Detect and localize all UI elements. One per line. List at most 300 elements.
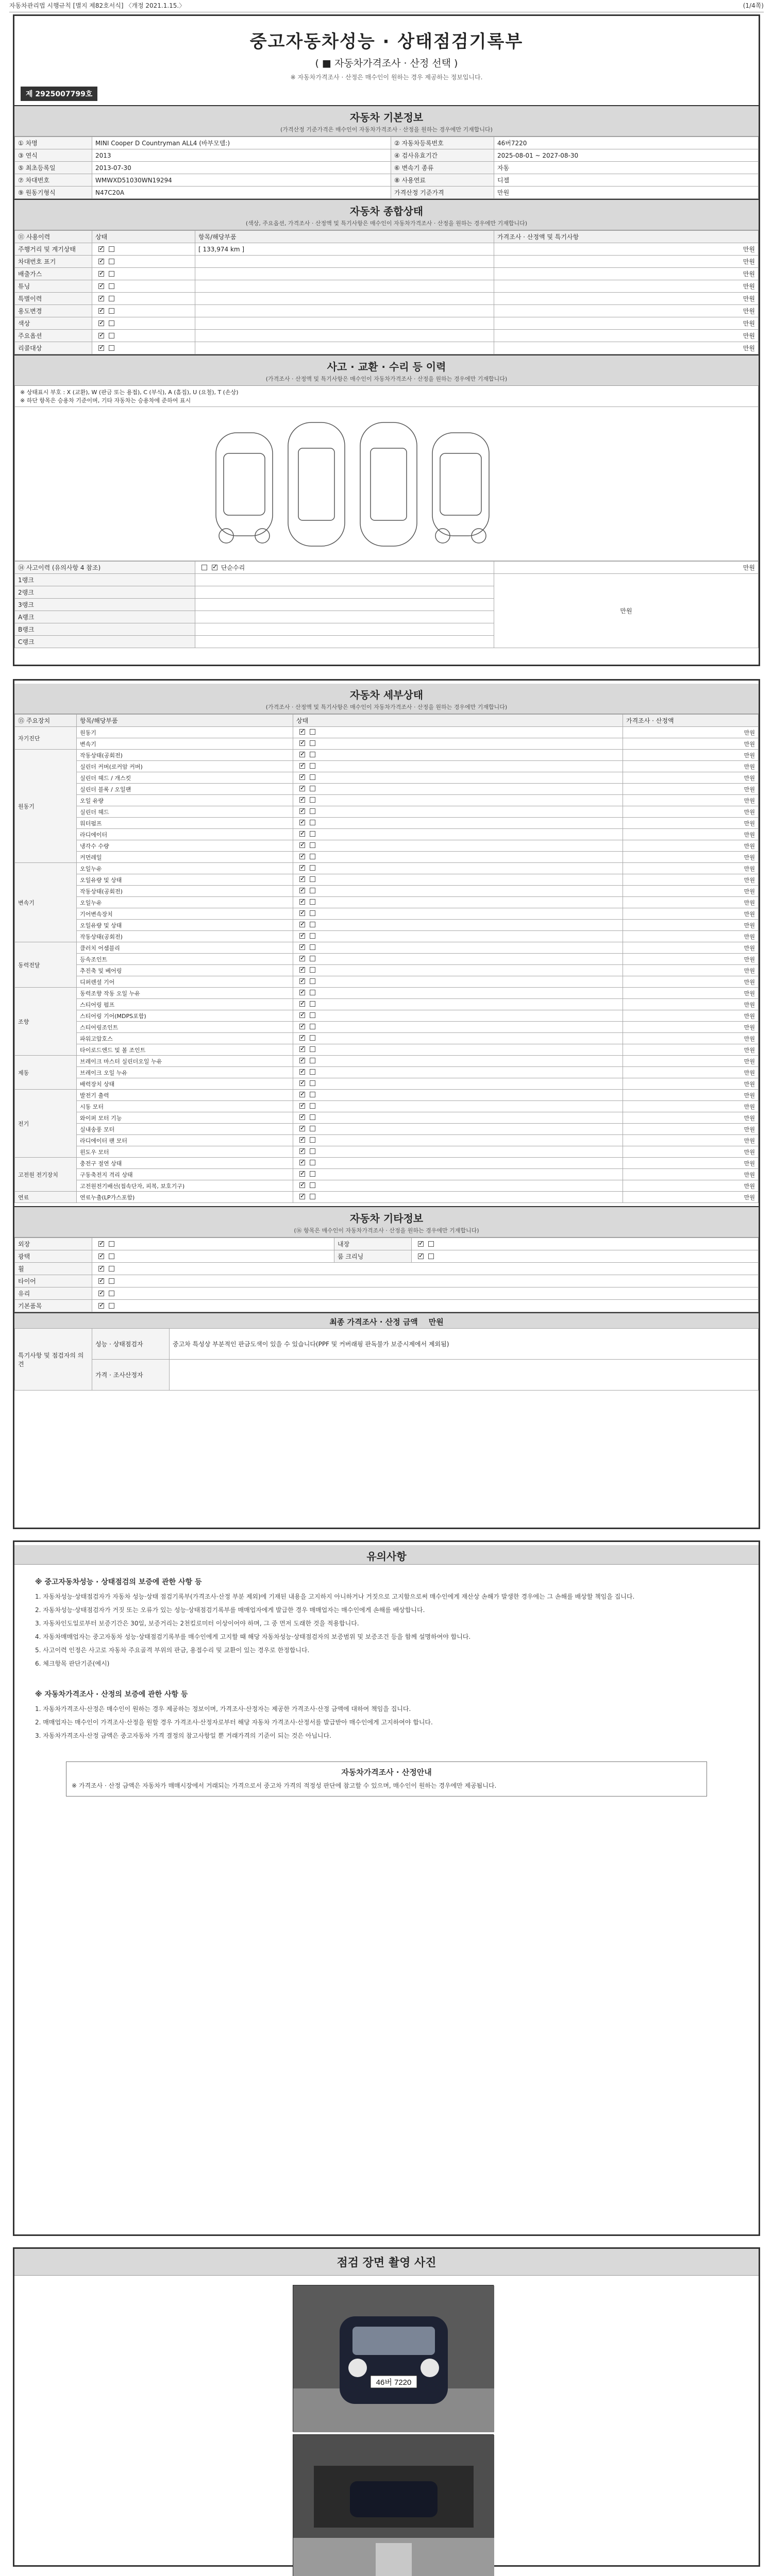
- detail-item: 오일유량 및 상태: [77, 874, 293, 886]
- table-row: [15, 999, 759, 1010]
- other-table: [14, 1238, 759, 1312]
- detail-status: [293, 965, 623, 976]
- table-row: [15, 897, 759, 908]
- detail-price: 만원: [623, 1067, 759, 1078]
- detail-item: 고전원전기배선(접속단자, 피복, 보호기구): [77, 1180, 293, 1192]
- detail-price: 만원: [623, 920, 759, 931]
- detail-status: [293, 727, 623, 738]
- summary-label: 색상: [15, 317, 92, 330]
- checkbox-bad: [109, 333, 114, 338]
- checkbox-good: [98, 1303, 104, 1309]
- sheet-page-3: [13, 1540, 760, 2236]
- detail-price: 만원: [623, 1180, 759, 1192]
- detail-status: [293, 976, 623, 988]
- price-guide-title: 자동차가격조사 · 산정안내: [341, 1768, 432, 1777]
- note-paragraph: 2. 매매업자는 매수인이 가격조사·산정을 원할 경우 가격조사·산정자로부터 해당 자동차 가격조사·산정서를 발급받아 매수인에게 고지하여야 합니다.: [35, 1719, 433, 1726]
- detail-status: [293, 1180, 623, 1192]
- accident-section-note: (가격조사 · 산정액 및 특기사항은 매수인이 자동차가격조사 · 산정을 원하는 경우에만 기재합니다): [14, 375, 759, 386]
- summary-price: 만원: [494, 268, 759, 280]
- detail-status: [293, 1101, 623, 1112]
- detail-price: 만원: [623, 1056, 759, 1067]
- table-row: [15, 965, 759, 976]
- frame-rank: 1랭크: [15, 574, 195, 586]
- checkbox-bad: [310, 1137, 315, 1143]
- checkbox-bad: [109, 1241, 114, 1247]
- basic-value: 2025-08-01 ~ 2027-08-30: [494, 149, 759, 162]
- other-label: 내장: [334, 1238, 412, 1250]
- table-row: [15, 784, 759, 795]
- page-header-right: (1/4쪽): [743, 2, 764, 9]
- detail-status: [293, 738, 623, 750]
- checkbox-bad: [310, 820, 315, 825]
- special-appraiser: 가격 · 조사산정자: [92, 1360, 170, 1391]
- detail-status: [293, 795, 623, 806]
- detail-status: [293, 1158, 623, 1169]
- detail-item: 라디에이터 팬 모터: [77, 1135, 293, 1146]
- table-row: [15, 886, 759, 897]
- detail-status: [293, 874, 623, 886]
- car-photo-rear-icon: [293, 2435, 494, 2576]
- detail-status: [293, 1067, 623, 1078]
- detail-price: 만원: [623, 1146, 759, 1158]
- note-paragraph: 3. 자동차인도일로부터 보증기간은 30일, 보증거리는 2천킬로미터 이상이어야 하며, 그 중 먼저 도래한 것을 적용합니다.: [35, 1620, 359, 1627]
- detail-item: 오일누유: [77, 897, 293, 908]
- basic-value: 46버7220: [494, 137, 759, 149]
- other-label: 룸 크리닝: [334, 1250, 412, 1263]
- frame-rank: 2랭크: [15, 586, 195, 599]
- checkbox-bad: [109, 296, 114, 301]
- note-paragraph: 6. 체크항목 판단기준(예시): [35, 1660, 110, 1667]
- detail-item: 라디에이터: [77, 829, 293, 840]
- checkbox-good: [299, 922, 305, 927]
- checkbox-bad: [310, 797, 315, 803]
- checkbox-good: [98, 1266, 104, 1272]
- basic-info-table: [14, 137, 759, 199]
- table-row: [15, 1135, 759, 1146]
- checkbox-bad: [310, 1058, 315, 1063]
- checkbox-bad: [310, 1001, 315, 1007]
- checkbox-bad: [428, 1253, 434, 1259]
- table-row: [15, 293, 759, 305]
- detail-price: 만원: [623, 897, 759, 908]
- table-row: [15, 1101, 759, 1112]
- table-row: [15, 1010, 759, 1022]
- checkbox-bad: [310, 1194, 315, 1199]
- table-row: [15, 818, 759, 829]
- detail-status: [293, 942, 623, 954]
- detail-item: 스티어링조인트: [77, 1022, 293, 1033]
- basic-label: ⑧ 사용연료: [391, 174, 494, 187]
- checkbox-good: [299, 910, 305, 916]
- table-row: [15, 1329, 759, 1360]
- detail-item: 구동축전지 격리 상태: [77, 1169, 293, 1180]
- checkbox-good: [98, 259, 104, 264]
- detail-group: 고전원 전기장치: [15, 1158, 77, 1192]
- checkbox-good: [98, 1241, 104, 1247]
- checkbox-bad: [310, 1171, 315, 1177]
- detail-status: [293, 761, 623, 772]
- table-row: [15, 162, 759, 174]
- detail-price: 만원: [623, 954, 759, 965]
- detail-item: 동력조향 작동 오일 누유: [77, 988, 293, 999]
- checkbox-good: [299, 752, 305, 757]
- checkbox-good: [98, 1253, 104, 1259]
- detail-price: 만원: [623, 863, 759, 874]
- basic-section-title: 자동차 기본정보: [14, 105, 759, 125]
- detail-price: 만원: [623, 806, 759, 818]
- table-row: [15, 149, 759, 162]
- detail-status: [293, 988, 623, 999]
- detail-item: 실린더 블록 / 오일팬: [77, 784, 293, 795]
- detail-item: 실린더 헤드 / 개스킷: [77, 772, 293, 784]
- checkbox-bad: [310, 865, 315, 871]
- other-label: 휠: [15, 1263, 92, 1275]
- detail-status: [293, 886, 623, 897]
- detail-price: 만원: [623, 1135, 759, 1146]
- table-row: [15, 863, 759, 874]
- table-row: [15, 840, 759, 852]
- detail-price: 만원: [623, 761, 759, 772]
- table-row: [15, 976, 759, 988]
- table-row: [15, 908, 759, 920]
- notes-body: [14, 1565, 759, 1802]
- checkbox-bad: [310, 888, 315, 893]
- detail-item: 스티어링 펌프: [77, 999, 293, 1010]
- detail-status: [293, 806, 623, 818]
- table-row: [15, 988, 759, 999]
- detail-price: 만원: [623, 727, 759, 738]
- summary-label: 튜닝: [15, 280, 92, 293]
- checkbox-good: [299, 933, 305, 939]
- checkbox-good: [299, 876, 305, 882]
- basic-label: ③ 연식: [15, 149, 92, 162]
- detail-status: [293, 1090, 623, 1101]
- table-row: [15, 931, 759, 942]
- detail-header: 항목/해당부품: [77, 715, 293, 727]
- summary-price: 만원: [494, 330, 759, 342]
- detail-item: 변속기: [77, 738, 293, 750]
- note-paragraph: 1. 자동차가격조사·산정은 매수인이 원하는 경우 제공하는 정보이며, 가격조사·산정자는 제공한 가격조사·산정 금액에 대하여 책임을 집니다.: [35, 1705, 411, 1713]
- note-paragraph: 4. 자동차매매업자는 중고자동차 성능·상태점검기록부를 매수인에게 고지할 때 해당 자동차성능·상태점검자의 보증범위 및 보증조건 등을 함께 설명하여야 합니다.: [35, 1633, 471, 1640]
- detail-item: 커먼레일: [77, 852, 293, 863]
- frame-rank: 3랭크: [15, 599, 195, 611]
- detail-item: 등속조인트: [77, 954, 293, 965]
- car-outline-icon: [206, 417, 566, 551]
- detail-item: 실내송풍 모터: [77, 1124, 293, 1135]
- detail-price: 만원: [623, 999, 759, 1010]
- sheet-page-1: [13, 14, 760, 666]
- table-row: [15, 920, 759, 931]
- accident-legend: [14, 386, 759, 406]
- detail-price: 만원: [623, 965, 759, 976]
- detail-group: 제동: [15, 1056, 77, 1090]
- table-row: [15, 738, 759, 750]
- checkbox-good: [98, 246, 104, 252]
- detail-price: 만원: [623, 795, 759, 806]
- table-row: [15, 772, 759, 784]
- checkbox-good: [98, 308, 104, 314]
- simple-repair-label: 단순수리: [221, 564, 245, 571]
- detail-item: 워터펌프: [77, 818, 293, 829]
- checkbox-bad: [310, 933, 315, 939]
- accident-section-title: 사고 · 교환 · 수리 등 이력: [14, 354, 759, 375]
- detail-status: [293, 954, 623, 965]
- detail-status: [293, 1124, 623, 1135]
- detail-status: [293, 1078, 623, 1090]
- title-note: ※ 자동차가격조사 · 산정은 매수인이 원하는 경우 제공하는 정보입니다.: [290, 74, 483, 81]
- checkbox-good: [299, 1160, 305, 1165]
- other-label: 기본품목: [15, 1300, 92, 1312]
- detail-status: [293, 863, 623, 874]
- basic-label: 가격산정 기준가격: [391, 187, 494, 199]
- special-inspector: 성능 · 상태점검자: [92, 1329, 170, 1360]
- inspection-photo-front: [293, 2285, 494, 2432]
- detail-status: [293, 852, 623, 863]
- checkbox-good: [299, 899, 305, 905]
- detail-item: 오일 유량: [77, 795, 293, 806]
- detail-status: [293, 931, 623, 942]
- detail-status: [293, 829, 623, 840]
- final-price-title: [14, 1312, 759, 1328]
- summary-header: 가격조사 · 산정액 및 특기사항: [494, 231, 759, 243]
- summary-header: 항목/해당부품: [195, 231, 494, 243]
- checkbox-good: [299, 854, 305, 859]
- checkbox-bad: [310, 1035, 315, 1041]
- other-section-note: (⑯ 항목은 매수인이 자동차가격조사 · 산정을 원하는 경우에만 기재합니다): [14, 1226, 759, 1238]
- table-row: [15, 1250, 759, 1263]
- detail-section-note: (가격조사 · 산정액 및 특기사항은 매수인이 자동차가격조사 · 산정을 원하는 경우에만 기재합니다): [14, 703, 759, 714]
- checkbox-good: [418, 1253, 424, 1259]
- other-label: 외장: [15, 1238, 92, 1250]
- detail-section-title: 자동차 세부상태: [14, 684, 759, 703]
- summary-price: 만원: [494, 280, 759, 293]
- table-row: [15, 1238, 759, 1250]
- summary-section-title: 자동차 종합상태: [14, 199, 759, 219]
- detail-status: [293, 908, 623, 920]
- checkbox-good: [299, 1069, 305, 1075]
- detail-price: 만원: [623, 886, 759, 897]
- checkbox-good: [418, 1241, 424, 1247]
- frame-rank: A랭크: [15, 611, 195, 623]
- checkbox-good: [299, 808, 305, 814]
- table-row: [15, 1044, 759, 1056]
- checkbox-good: [299, 842, 305, 848]
- checkbox-good: [299, 865, 305, 871]
- detail-group: 변속기: [15, 863, 77, 942]
- basic-label: ④ 검사유효기간: [391, 149, 494, 162]
- detail-price: 만원: [623, 1158, 759, 1169]
- summary-label: 리콜대상: [15, 342, 92, 354]
- summary-price: 만원: [494, 243, 759, 256]
- table-row: [15, 562, 759, 574]
- basic-label: ⑨ 원동기형식: [15, 187, 92, 199]
- checkbox-good: [98, 1278, 104, 1284]
- checkbox-bad: [109, 271, 114, 277]
- detail-header: 가격조사 · 산정액: [623, 715, 759, 727]
- detail-status: [293, 920, 623, 931]
- checkbox-good: [299, 1080, 305, 1086]
- checkbox-good: [299, 1035, 305, 1041]
- page-header: [9, 1, 764, 12]
- table-row: [15, 761, 759, 772]
- checkbox-bad: [109, 1291, 114, 1296]
- summary-header: 상태: [92, 231, 195, 243]
- basic-label: ① 차명: [15, 137, 92, 149]
- detail-price: 만원: [623, 1022, 759, 1033]
- basic-label: ⑤ 최초등록일: [15, 162, 92, 174]
- checkbox-bad: [310, 1126, 315, 1131]
- table-row: [15, 280, 759, 293]
- checkbox-good: [299, 1194, 305, 1199]
- sheet-page-2: [13, 679, 760, 1529]
- checkbox-good: [299, 1103, 305, 1109]
- detail-price: 만원: [623, 1010, 759, 1022]
- detail-item: 작동상태(공회전): [77, 886, 293, 897]
- checkbox-bad: [310, 1012, 315, 1018]
- summary-section-note: (색상, 주요옵션, 가격조사 · 산정액 및 특기사항은 매수인이 자동차가격조사 · 산정을 원하는 경우에만 기재합니다): [14, 219, 759, 230]
- checkbox-bad: [310, 786, 315, 791]
- summary-label: 차대번호 표기: [15, 256, 92, 268]
- checkbox-good: [299, 763, 305, 769]
- detail-price: 만원: [623, 1124, 759, 1135]
- detail-price: 만원: [623, 1169, 759, 1180]
- checkbox-bad: [310, 1114, 315, 1120]
- legend-line: ※ 상태표시 부호 : X (교환), W (판금 또는 용접), C (부식), A (흠집), U (요철), T (손상): [20, 389, 239, 396]
- basic-value: MINI Cooper D Countryman ALL4 (바부모델:): [92, 137, 391, 149]
- accident-price: 만원: [494, 562, 759, 574]
- table-row: [15, 268, 759, 280]
- detail-price: 만원: [623, 1033, 759, 1044]
- table-row: [15, 795, 759, 806]
- detail-item: 배력장치 상태: [77, 1078, 293, 1090]
- detail-price: 만원: [623, 976, 759, 988]
- checkbox-bad: [310, 752, 315, 757]
- table-row: [15, 942, 759, 954]
- detail-price: 만원: [623, 931, 759, 942]
- checkbox-good: [299, 978, 305, 984]
- checkbox-bad: [310, 899, 315, 905]
- accident-price: 만원: [494, 574, 759, 648]
- checkbox-no: [212, 565, 217, 570]
- checkbox-bad: [310, 740, 315, 746]
- detail-status: [293, 1135, 623, 1146]
- detail-status: [293, 1169, 623, 1180]
- table-row: [15, 852, 759, 863]
- detail-status: [293, 840, 623, 852]
- checkbox-bad: [310, 876, 315, 882]
- detail-status: [293, 999, 623, 1010]
- checkbox-bad: [310, 944, 315, 950]
- checkbox-bad: [428, 1241, 434, 1247]
- note-paragraph: 2. 자동차성능·상태점검자가 거짓 또는 오류가 있는 성능·상태점검기록부를 매매업자에게 발급한 경우 매매업자는 매수인에게 손해를 배상합니다.: [35, 1606, 425, 1614]
- basic-value: 자동: [494, 162, 759, 174]
- detail-status: [293, 1010, 623, 1022]
- checkbox-bad: [109, 308, 114, 314]
- mileage-cell: [ 133,974 km ]: [195, 243, 494, 256]
- detail-price: 만원: [623, 840, 759, 852]
- note-paragraph: 5. 사고이력 인정은 사고로 자동차 주요골격 부위의 판금, 용접수리 및 교환이 있는 경우로 한정합니다.: [35, 1647, 310, 1654]
- frame-rank: C랭크: [15, 636, 195, 648]
- special-label: 특기사항 및 점검자의 의견: [15, 1329, 92, 1391]
- summary-price: 만원: [494, 317, 759, 330]
- checkbox-bad: [310, 978, 315, 984]
- checkbox-bad: [310, 831, 315, 837]
- checkbox-good: [299, 1058, 305, 1063]
- checkbox-bad: [310, 910, 315, 916]
- detail-item: 작동상태(공회전): [77, 750, 293, 761]
- basic-label: ⑥ 변속기 종류: [391, 162, 494, 174]
- notes-heading-2: ※ 자동차가격조사 · 산정의 보증에 관한 사항 등: [35, 1690, 188, 1699]
- detail-status: [293, 818, 623, 829]
- table-row: [15, 1287, 759, 1300]
- checkbox-good: [299, 820, 305, 825]
- detail-price: 만원: [623, 1101, 759, 1112]
- license-plate: 46버 7220: [376, 2378, 412, 2387]
- checkbox-bad: [310, 956, 315, 961]
- table-row: [15, 1300, 759, 1312]
- checkbox-good: [299, 740, 305, 746]
- other-label: 광택: [15, 1250, 92, 1263]
- detail-item: 연료누출(LP가스포함): [77, 1192, 293, 1203]
- detail-item: 발전기 출력: [77, 1090, 293, 1101]
- detail-header: ⑮ 주요장치: [15, 715, 77, 727]
- checkbox-good: [299, 1046, 305, 1052]
- other-label: 타이어: [15, 1275, 92, 1287]
- detail-price: 만원: [623, 988, 759, 999]
- checkbox-bad: [109, 320, 114, 326]
- table-row: [15, 715, 759, 727]
- checkbox-bad: [109, 1278, 114, 1284]
- basic-section-note: (가격산정 기준가격은 매수인이 자동차가격조사 · 산정을 원하는 경우에만 기재합니다): [14, 125, 759, 137]
- detail-item: 원동기: [77, 727, 293, 738]
- checkbox-good: [299, 990, 305, 995]
- frame-rank: B랭크: [15, 623, 195, 636]
- table-row: [15, 137, 759, 149]
- detail-item: 실린더 헤드: [77, 806, 293, 818]
- checkbox-good: [299, 1092, 305, 1097]
- checkbox-good: [299, 888, 305, 893]
- summary-label: 용도변경: [15, 305, 92, 317]
- table-row: [15, 1275, 759, 1287]
- basic-value: 디젤: [494, 174, 759, 187]
- table-row: [15, 1192, 759, 1203]
- table-row: [15, 1169, 759, 1180]
- checkbox-bad: [310, 1160, 315, 1165]
- checkbox-good: [299, 944, 305, 950]
- document-number: 제 2925007799호: [21, 87, 97, 101]
- detail-group: 연료: [15, 1192, 77, 1203]
- detail-price: 만원: [623, 772, 759, 784]
- checkbox-good: [299, 967, 305, 973]
- checkbox-bad: [310, 1069, 315, 1075]
- checkbox-bad: [310, 1182, 315, 1188]
- detail-item: 시동 모터: [77, 1101, 293, 1112]
- checkbox-bad: [310, 1103, 315, 1109]
- checkbox-bad: [310, 922, 315, 927]
- checkbox-good: [299, 1001, 305, 1007]
- table-row: [15, 1158, 759, 1169]
- sheet-page-4: [13, 2247, 760, 2567]
- detail-price: 만원: [623, 818, 759, 829]
- checkbox-good: [299, 956, 305, 961]
- table-row: [15, 1033, 759, 1044]
- basic-value: 2013: [92, 149, 391, 162]
- table-row: [15, 1263, 759, 1275]
- basic-label: ⑦ 차대번호: [15, 174, 92, 187]
- other-label: 유리: [15, 1287, 92, 1300]
- table-row: [15, 1124, 759, 1135]
- table-row: [15, 1022, 759, 1033]
